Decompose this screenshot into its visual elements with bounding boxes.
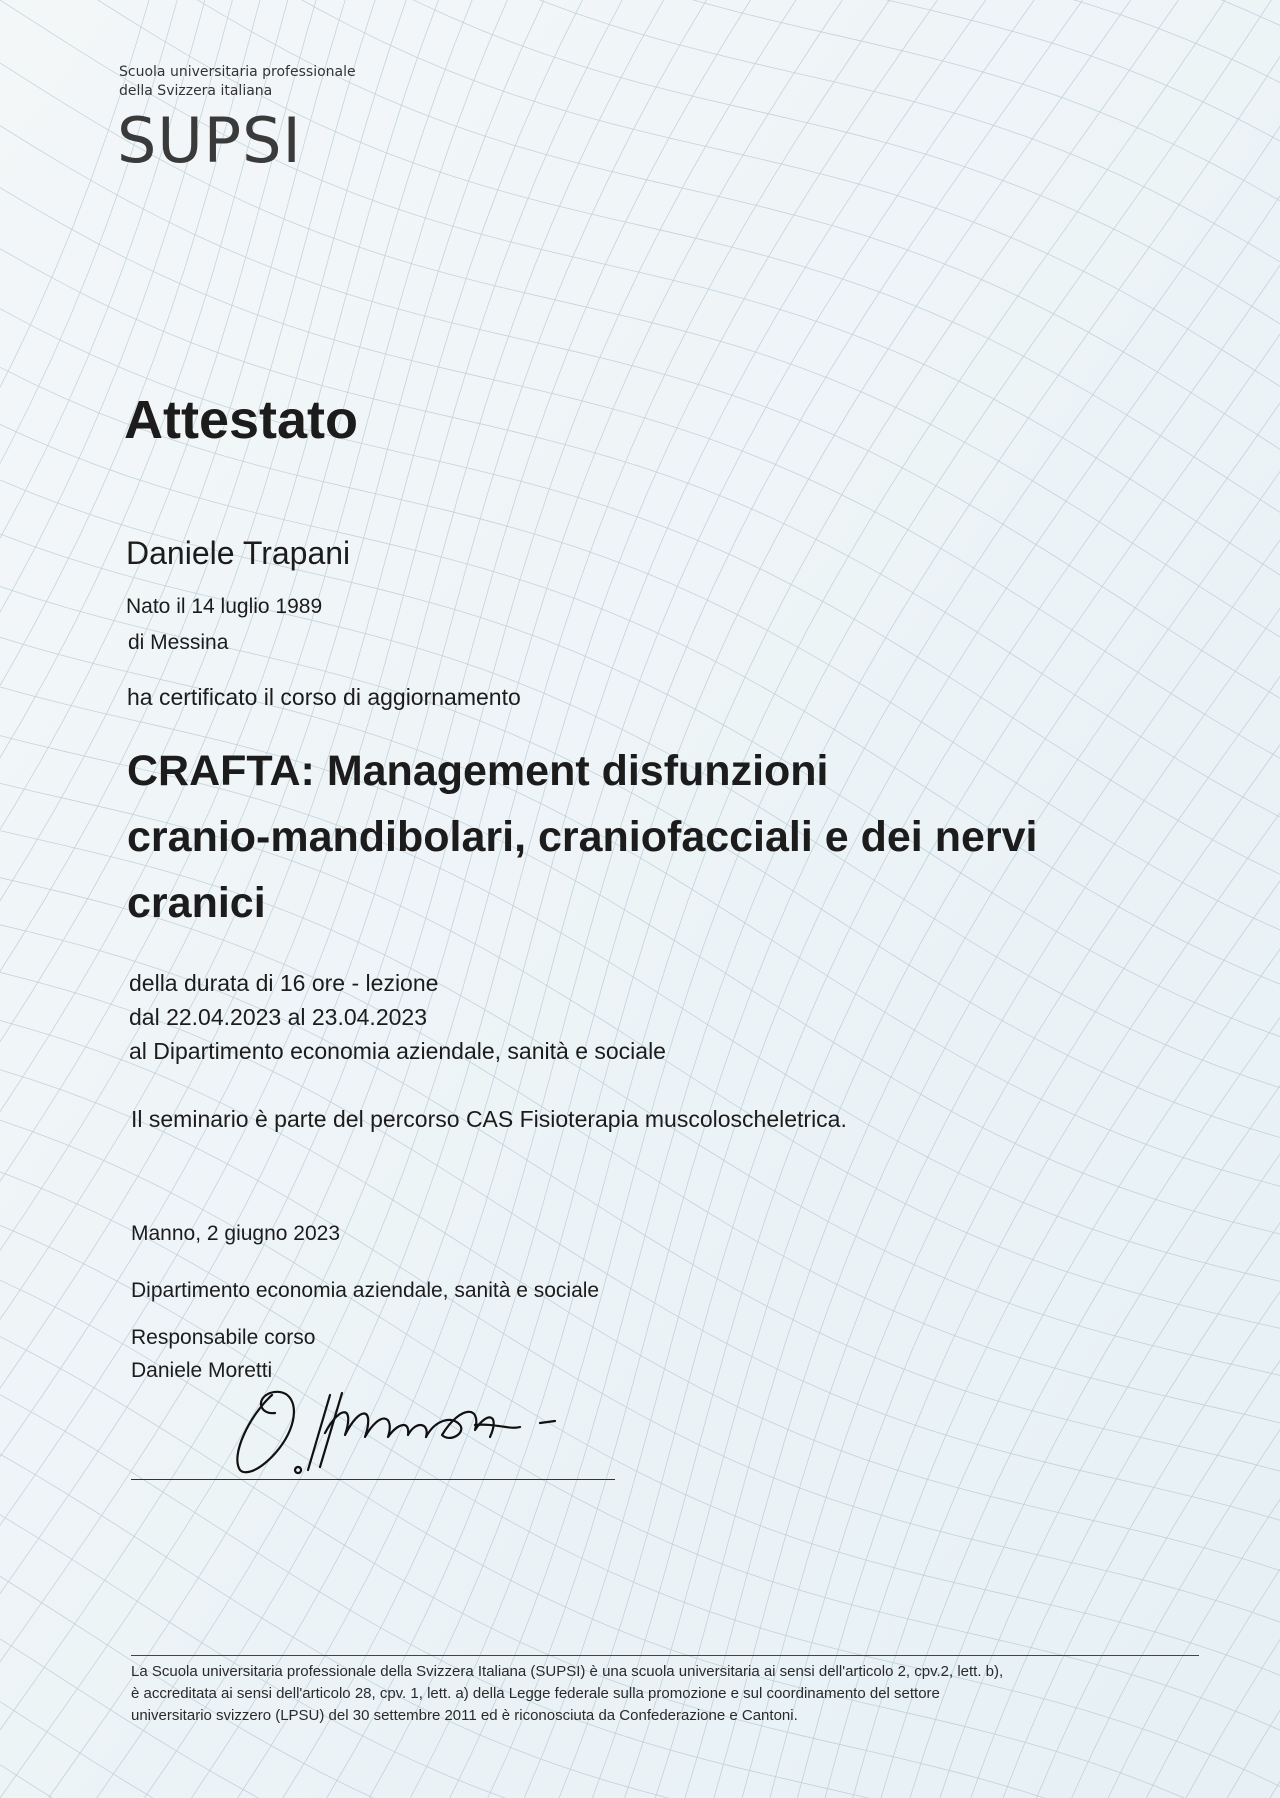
supsi-logo: SUPSI [117,104,302,177]
footer-line-3: universitario svizzero (LPSU) del 30 settembre 2011 ed è riconosciuta da Confederazione e Cantoni. [131,1707,798,1724]
footer-line-2: è accreditata ai sensi dell'articolo 28, cpv. 1, lett. a) della Legge federale sulla promozione e sul coordinamento del settore [131,1685,940,1702]
institution-line-1: Scuola universitaria professionale [119,64,356,80]
program-note: Il seminario è parte del percorso CAS Fisioterapia muscoloscheletrica. [131,1106,847,1132]
course-department: al Dipartimento economia aziendale, sanità e sociale [129,1038,666,1064]
place-date: Manno, 2 giugno 2023 [131,1222,341,1245]
recipient-name: Daniele Trapani [126,535,351,571]
footer-divider [131,1655,1199,1656]
signatory-name: Daniele Moretti [131,1359,273,1382]
course-title [127,738,1167,936]
course-dates: dal 22.04.2023 al 23.04.2023 [129,1004,427,1030]
footer-line-1: La Scuola universitaria professionale della Svizzera Italiana (SUPSI) è una scuola universitaria ai sensi dell'articolo 2, cpv.2, lett. b), [131,1663,1004,1680]
certification-intro: ha certificato il corso di aggiornamento [127,684,521,710]
institution-name [119,63,356,101]
birth-date: Nato il 14 luglio 1989 [126,595,323,618]
signatory-role: Responsabile corso [131,1326,316,1349]
signature-line [131,1479,615,1480]
course-title-line-3: cranici [127,879,266,927]
handwritten-signature [220,1375,600,1485]
institution-line-2: della Svizzera italiana [119,83,273,99]
course-duration: della durata di 16 ore - lezione [129,970,439,996]
legal-footer [131,1661,1201,1727]
birth-place: di Messina [128,631,229,654]
signing-department: Dipartimento economia aziendale, sanità e sociale [131,1279,600,1302]
course-title-line-1: CRAFTA: Management disfunzioni [127,747,829,795]
document-title: Attestato [124,390,359,450]
course-title-line-2: cranio-mandibolari, craniofacciali e dei nervi [127,813,1038,861]
